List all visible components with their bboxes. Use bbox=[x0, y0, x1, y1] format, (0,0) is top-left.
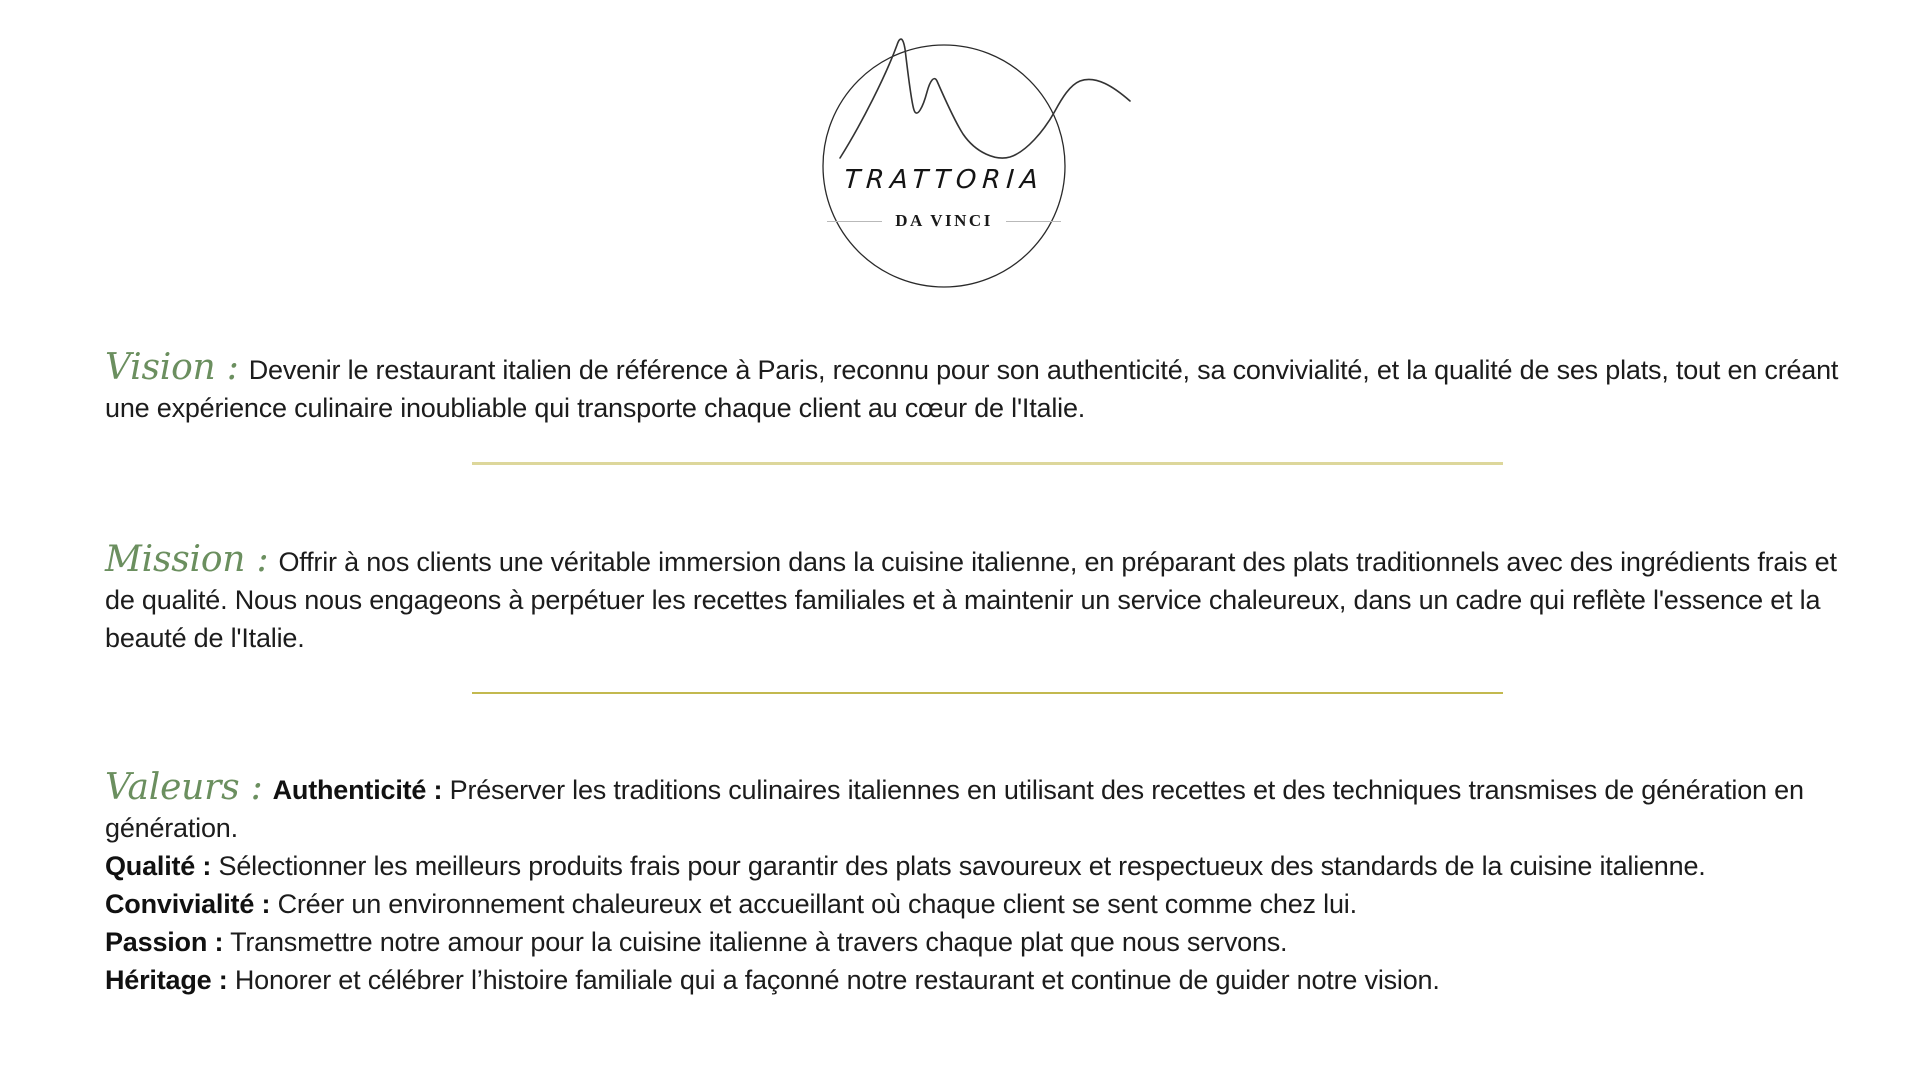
subtitle-left-rule bbox=[827, 221, 882, 222]
values-section bbox=[105, 769, 1873, 999]
logo-subtitle-row bbox=[800, 211, 1088, 231]
mission-section bbox=[105, 541, 1873, 657]
value-label-heritage: Héritage : bbox=[105, 965, 228, 995]
value-text-convivialite: Créer un environnement chaleureux et accueillant où chaque client se sent comme chez lui. bbox=[277, 889, 1357, 919]
value-item-authenticite bbox=[105, 775, 1804, 843]
subtitle-right-rule bbox=[1006, 221, 1061, 222]
value-label-qualite: Qualité : bbox=[105, 851, 212, 881]
logo-graphic bbox=[800, 15, 1180, 300]
mission-text: Offrir à nos clients une véritable immersion dans la cuisine italienne, en préparant des plats traditionnels avec des ingrédients frais et de qualité. Nous nous engageons à perpétuer les recettes familiales et à maintenir un service chaleureux, dans un cadre qui reflète l'essence et la beauté de l'Italie. bbox=[105, 547, 1837, 653]
logo-title: TRATTORIA bbox=[843, 165, 1045, 195]
vision-text: Devenir le restaurant italien de référence à Paris, reconnu pour son authenticité, sa convivialité, et la qualité de ses plats, tout en créant une expérience culinaire inoubliable qui transporte chaque client au cœur de l'Italie. bbox=[105, 355, 1839, 423]
value-text-heritage: Honorer et célébrer l’histoire familiale qui a façonné notre restaurant et continue de guider notre vision. bbox=[234, 965, 1440, 995]
mission-heading: Mission : bbox=[105, 539, 269, 580]
value-item-qualite bbox=[105, 851, 1706, 881]
mountain-signature-icon bbox=[840, 39, 1130, 158]
value-label-authenticite: Authenticité : bbox=[272, 775, 443, 805]
value-text-qualite: Sélectionner les meilleurs produits frais pour garantir des plats savoureux et respectueux des standards de la cuisine italienne. bbox=[218, 851, 1706, 881]
value-label-passion: Passion : bbox=[105, 927, 224, 957]
brand-logo bbox=[800, 15, 1180, 300]
value-text-passion: Transmettre notre amour pour la cuisine italienne à travers chaque plat que nous servons. bbox=[230, 927, 1288, 957]
vision-heading: Vision : bbox=[105, 347, 239, 388]
value-item-passion bbox=[105, 927, 1287, 957]
value-item-convivialite bbox=[105, 889, 1357, 919]
value-label-convivialite: Convivialité : bbox=[105, 889, 271, 919]
section-divider-top bbox=[472, 462, 1503, 465]
value-text-authenticite: Préserver les traditions culinaires italiennes en utilisant des recettes et des techniques transmises de génération en génération. bbox=[105, 775, 1804, 843]
values-heading: Valeurs : bbox=[105, 767, 263, 808]
vision-section bbox=[105, 349, 1873, 427]
section-divider-bottom bbox=[472, 692, 1503, 694]
value-item-heritage bbox=[105, 965, 1440, 995]
logo-subtitle: DA VINCI bbox=[895, 211, 993, 230]
